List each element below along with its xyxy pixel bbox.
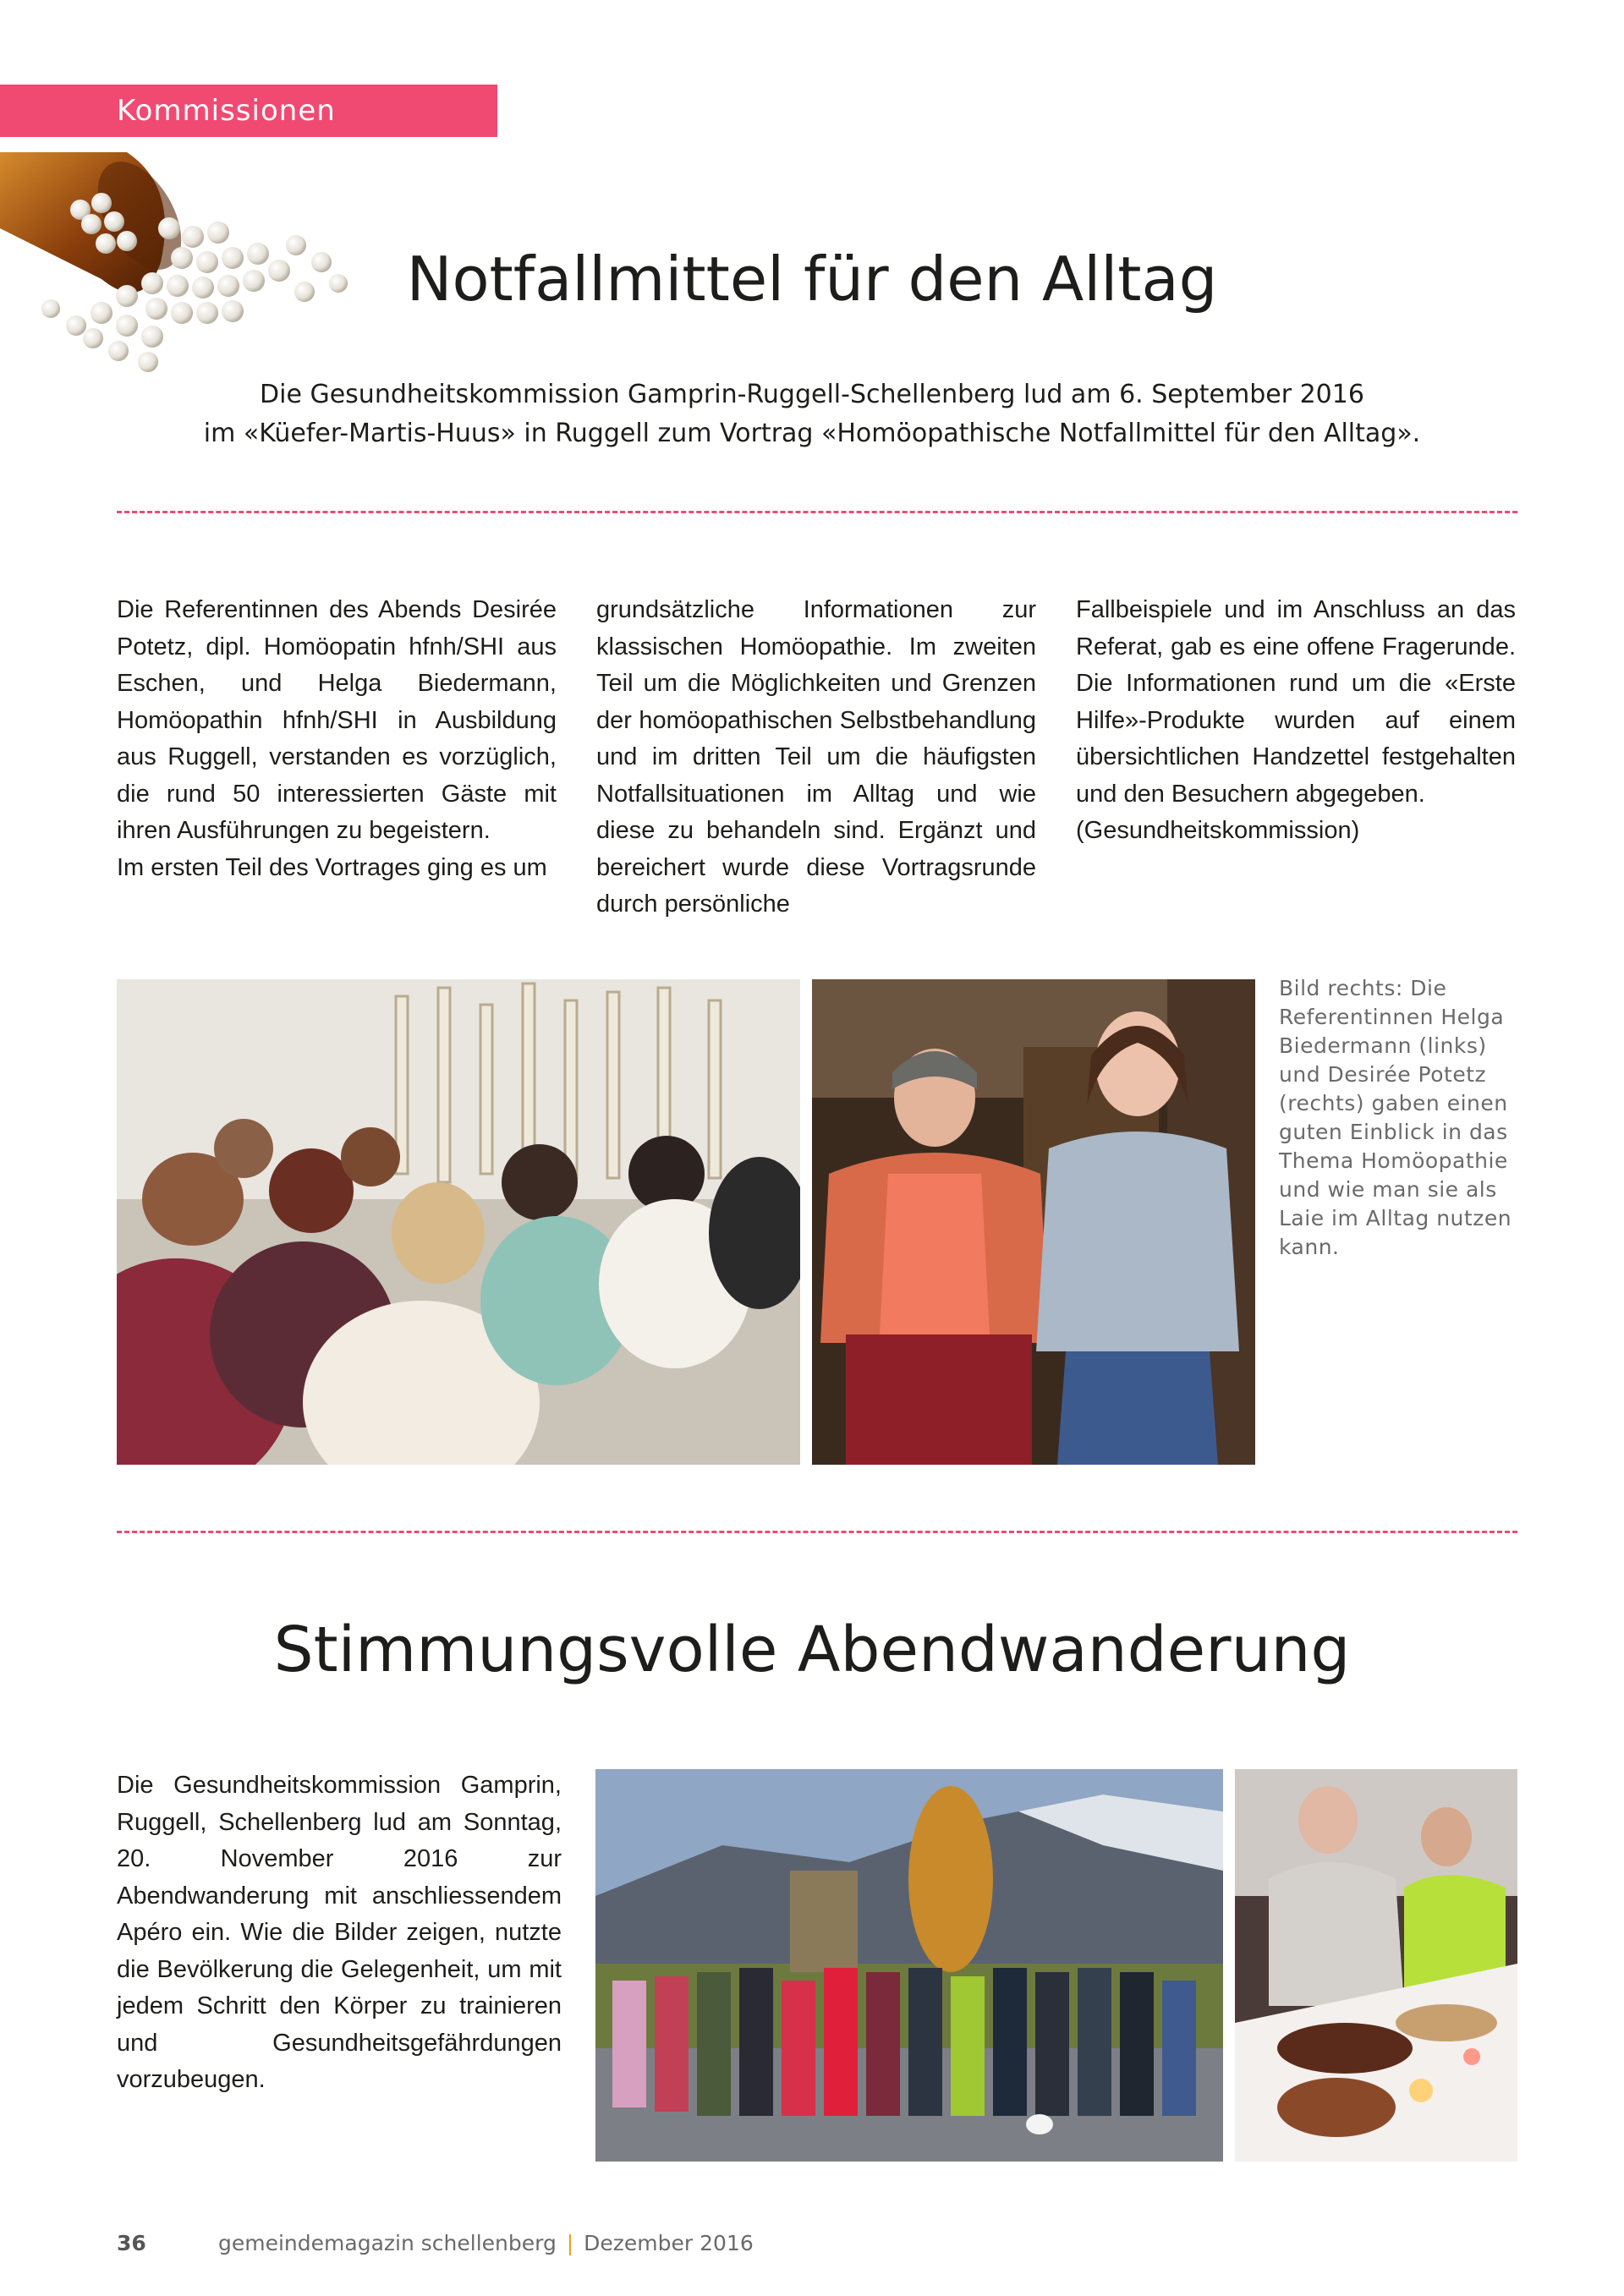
article-title: Stimmungsvolle Abendwanderung: [273, 1614, 1351, 1686]
text-column-1: [117, 592, 557, 886]
text-column: [117, 1767, 562, 2099]
issue-date: Dezember 2016: [584, 2231, 754, 2255]
text-column-2: [596, 592, 1036, 923]
article-lead: [0, 375, 1624, 453]
dashed-divider: [117, 511, 1517, 513]
apero-buffet-photo: [1235, 1769, 1517, 2162]
caption-text: Bild rechts: Die Referentinnen Helga Biedermann (links) und Desirée Potetz (rechts) gaben einen guten Einblick in das Thema Homöopathie und wie man sie als Laie im Alltag nutzen kann.: [1279, 976, 1512, 1259]
page-footer: [117, 2231, 754, 2255]
group-hike-photo: [595, 1769, 1223, 2162]
paragraph: Die Gesundheitskommission Gamprin, Ruggell, Schellenberg lud am Sonntag, 20. November 2016 zur Abendwanderung mit anschliessendem Apéro ein. Wie die Bilder zeigen, nutzte die Bevölkerung die Gelegenheit, um mit jedem Schritt den Körper zu trainieren und Gesundheitsgefährdungen vorzubeugen.: [117, 1772, 562, 2093]
article-title: Notfallmittel für den Alltag: [406, 244, 1218, 315]
lead-line-2: im «Küefer-Martis-Huus» in Ruggell zum Vortrag «Homöopathische Notfallmittel für den Alltag».: [203, 419, 1421, 448]
publication-name: gemeindemagazin schellenberg: [218, 2231, 557, 2255]
page-number: 36: [117, 2231, 146, 2255]
audience-photo: [117, 979, 800, 1465]
paragraph: Im ersten Teil des Vortrages ging es um: [117, 853, 547, 881]
lead-line-1: Die Gesundheitskommission Gamprin-Ruggell-Schellenberg lud am 6. September 2016: [260, 380, 1364, 409]
text-column-3: [1076, 592, 1516, 850]
speakers-photo: [812, 979, 1255, 1465]
section-label: Kommissionen: [0, 85, 497, 137]
paragraph: grundsätzliche Informationen zur klassischen Homöopathie. Im zweiten Teil um die Möglichkeiten und Grenzen der homöopathischen Selbstbehandlung und im dritten Teil um die häufigsten Notfallsituationen im Alltag und wie diese zu behandeln sind. Ergänzt und bereichert wurde diese Vortragsrunde durch persönliche: [596, 596, 1036, 918]
paragraph: Fallbeispiele und im Anschluss an das Referat, gab es eine offene Fragerunde. Die Informationen rund um die «Erste Hilfe»-Produkte wurden auf einem übersichtlichen Handzettel festgehalten und den Besuchern abgegeben.: [1076, 596, 1516, 808]
paragraph: Die Referentinnen des Abends Desirée Potetz, dipl. Homöopatin hfnh/SHI aus Eschen, und Helga Biedermann, Homöopathin hfnh/SHI in Ausbildung aus Ruggell, verstanden es vorzüglich, die rund 50 interessierten Gäste mit ihren Ausführungen zu begeistern.: [117, 596, 557, 844]
dashed-divider: [117, 1531, 1517, 1533]
footer-separator: |: [566, 2231, 574, 2255]
photo-caption: [1279, 974, 1524, 1262]
paragraph: (Gesundheitskommission): [1076, 817, 1360, 844]
